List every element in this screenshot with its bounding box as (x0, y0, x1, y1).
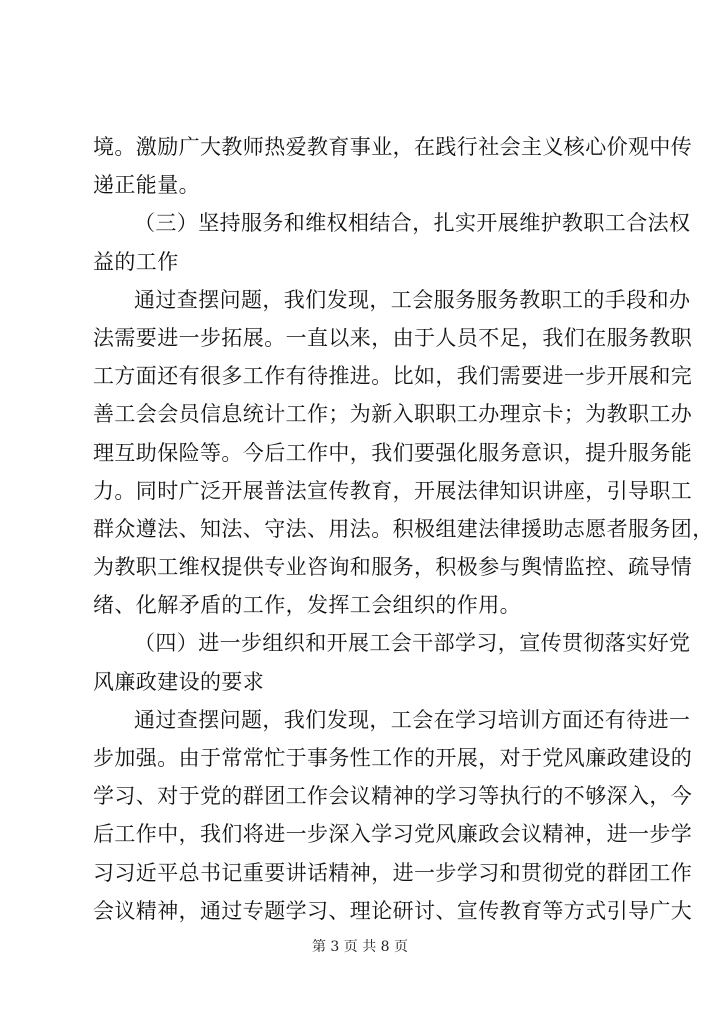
text-line: 工方面还有很多工作有待推进。比如，我们需要进一步开展和完 (93, 364, 693, 389)
page-footer: 第 3 页 共 8 页 (311, 939, 409, 955)
section-heading-3: （三）坚持服务和维权相结合，扎实开展维护教职工合法权 (134, 211, 691, 236)
section-heading-4-cont: 风廉政建设的要求 (93, 669, 265, 694)
text-line: 绪、化解矛盾的工作，发挥工会组织的作用。 (93, 593, 521, 618)
text-line: 力。同时广泛开展普法宣传教育，开展法律知识讲座，引导职工 (93, 478, 693, 503)
text-line: 通过查摆问题，我们发现，工会在学习培训方面还有待进一 (134, 707, 691, 732)
text-line: 习习近平总书记重要讲话精神，进一步学习和贯彻党的群团工作 (93, 860, 693, 885)
text-line: 为教职工维权提供专业咨询和服务，积极参与舆情监控、疏导情 (93, 555, 693, 580)
text-line: 步加强。由于常常忙于事务性工作的开展，对于党风廉政建设的 (93, 746, 693, 770)
text-line: 后工作中，我们将进一步深入学习党风廉政会议精神，进一步学 (93, 822, 693, 847)
text-line: 通过查摆问题，我们发现，工会服务服务教职工的手段和办 (134, 287, 691, 312)
text-line: 理互助保险等。今后工作中，我们要强化服务意识，提升服务能 (93, 440, 693, 465)
section-heading-3-cont: 益的工作 (93, 249, 179, 274)
text-line: 学习、对于党的群团工作会议精神的学习等执行的不够深入，今 (93, 784, 693, 809)
text-line: 会议精神，通过专题学习、理论研讨、宣传教育等方式引导广大 (93, 898, 693, 923)
section-heading-4: （四）进一步组织和开展工会干部学习，宣传贯彻落实好党 (134, 631, 691, 656)
text-line: 群众遵法、知法、守法、用法。积极组建法律援助志愿者服务团， (93, 516, 714, 541)
text-line: 法需要进一步拓展。一直以来，由于人员不足，我们在服务教职 (93, 325, 693, 350)
body-text (93, 128, 714, 930)
text-line: 递正能量。 (93, 173, 200, 198)
text-line: 善工会会员信息统计工作；为新入职职工办理京卡；为教职工办 (93, 402, 693, 427)
text-line: 境。激励广大教师热爱教育事业，在践行社会主义核心价观中传 (93, 135, 693, 159)
